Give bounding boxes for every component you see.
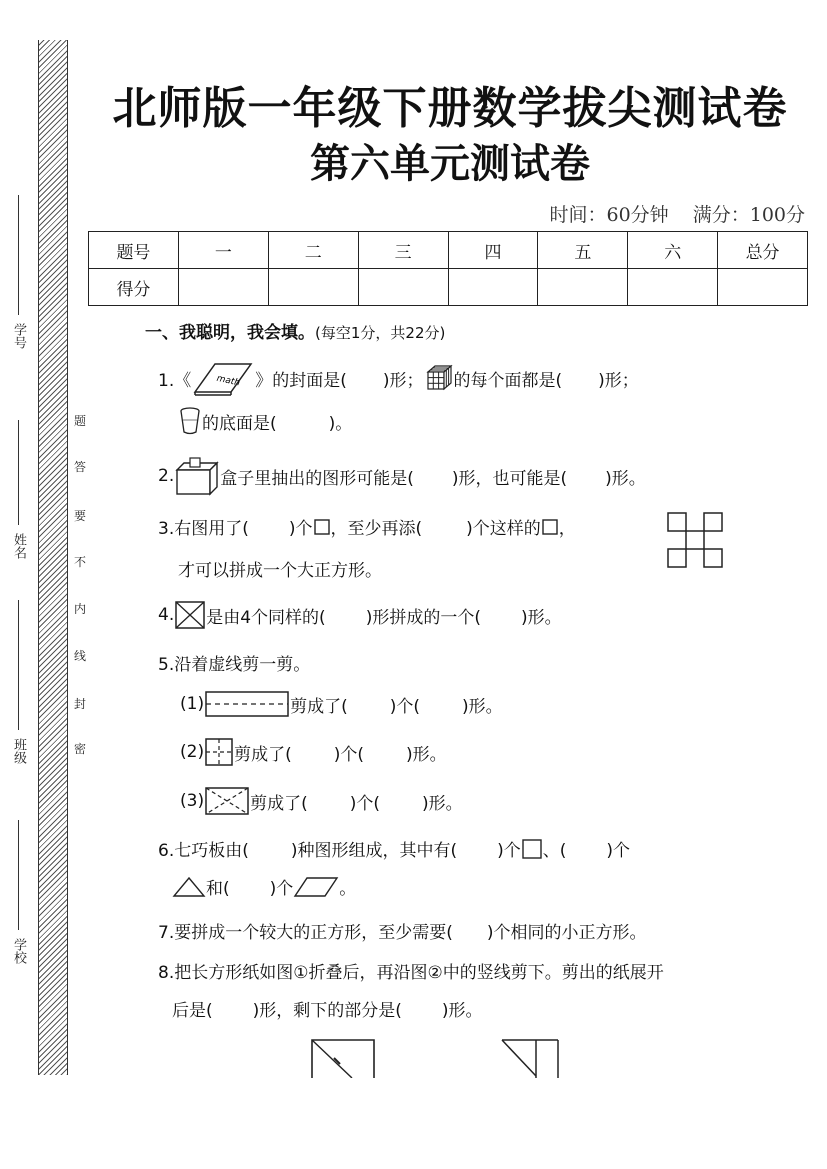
- class-field: 班级: [10, 600, 26, 764]
- book-icon: [191, 360, 255, 396]
- warning-char: 不: [73, 555, 86, 569]
- square-icon: [313, 518, 331, 536]
- question-4: 4. 是由4个同样的( )形拼成的一个( )形。: [158, 600, 562, 630]
- score-cell[interactable]: [628, 269, 718, 306]
- exam-info: [532, 200, 806, 227]
- name-field: 姓名: [10, 420, 26, 559]
- parallelogram-icon: [293, 876, 339, 898]
- warning-char: 题: [73, 414, 86, 428]
- question-1-continued: 的底面是( )。: [178, 406, 352, 436]
- full-score: 满分：100分: [692, 204, 805, 226]
- table-cell: 二: [268, 232, 358, 269]
- question-3-continued: 才可以拼成一个大正方形。: [178, 561, 382, 581]
- table-cell: 总分: [718, 232, 808, 269]
- rectangle-dashed-line-icon: [204, 690, 290, 718]
- svg-text:math: math: [215, 373, 241, 389]
- table-cell: 四: [448, 232, 538, 269]
- fold-figure-2: [500, 1038, 560, 1078]
- squares-figure: [666, 511, 726, 569]
- warning-char: 内: [73, 602, 86, 616]
- divided-square-icon: [174, 600, 206, 630]
- section-title: 一、我聪明，我会填。(每空1分，共22分): [145, 323, 446, 343]
- warning-char: 要: [73, 509, 86, 523]
- question-5-3: (3) 剪成了( )个( )形。: [180, 786, 463, 816]
- square-icon: [541, 518, 559, 536]
- square-icon: [521, 838, 543, 860]
- page-title: 北师版一年级下册数学拔尖测试卷: [112, 83, 788, 134]
- question-5-1: (1) 剪成了( )个( )形。: [180, 690, 503, 718]
- score-cell[interactable]: [538, 269, 628, 306]
- question-3: 3.右图用了( )个 ，至少再添( )个这样的 ，: [158, 519, 576, 539]
- question-7: 7.要拼成一个较大的正方形，至少需要( )个相同的小正方形。: [158, 923, 647, 943]
- fold-figure-1: [310, 1038, 376, 1078]
- table-cell: 一: [178, 232, 268, 269]
- warning-char: 线: [73, 649, 86, 663]
- score-cell[interactable]: [718, 269, 808, 306]
- page-subtitle: 第六单元测试卷: [310, 140, 590, 187]
- score-table: [88, 231, 808, 306]
- question-5-2: (2) 剪成了( )个( )形。: [180, 737, 447, 767]
- question-6-continued: 和( )个 。: [172, 874, 356, 899]
- time-limit: 时间：60分钟: [549, 204, 669, 226]
- school-field: 学校: [10, 820, 26, 964]
- score-cell[interactable]: [268, 269, 358, 306]
- student-id-field: 学号: [10, 195, 26, 349]
- warning-char: 答: [73, 460, 86, 474]
- question-1: 1.《 math 》的封面是( )形； 的每个面都是( )形；: [158, 360, 639, 396]
- question-5: 5.沿着虚线剪一剪。: [158, 655, 311, 675]
- score-table-score-row: [89, 269, 808, 306]
- score-table-header-row: [89, 232, 808, 269]
- rectangle-diagonal-dashed-icon: [204, 786, 250, 816]
- table-cell: 题号: [89, 232, 179, 269]
- question-8-continued: 后是( )形，剩下的部分是( )形。: [172, 1001, 483, 1021]
- binding-strip: [38, 40, 68, 1075]
- table-cell: 六: [628, 232, 718, 269]
- warning-char: 密: [73, 742, 86, 756]
- square-dashed-line-icon: [204, 737, 234, 767]
- score-cell[interactable]: [448, 269, 538, 306]
- warning-char: 封: [73, 697, 86, 711]
- table-cell: 五: [538, 232, 628, 269]
- question-2: 2. 盒子里抽出的图形可能是( )形，也可能是( )形。: [158, 456, 646, 496]
- score-cell[interactable]: [178, 269, 268, 306]
- table-cell: 三: [358, 232, 448, 269]
- table-cell: 得分: [89, 269, 179, 306]
- question-8: 8.把长方形纸如图①折叠后，再沿图②中的竖线剪下。剪出的纸展开: [158, 963, 664, 983]
- question-6: 6.七巧板由( )种图形组成，其中有( )个 、( )个: [158, 836, 630, 861]
- triangle-icon: [172, 876, 206, 898]
- rubiks-cube-icon: [424, 363, 454, 393]
- box-icon: [174, 456, 220, 496]
- score-cell[interactable]: [358, 269, 448, 306]
- cup-icon: [178, 406, 202, 436]
